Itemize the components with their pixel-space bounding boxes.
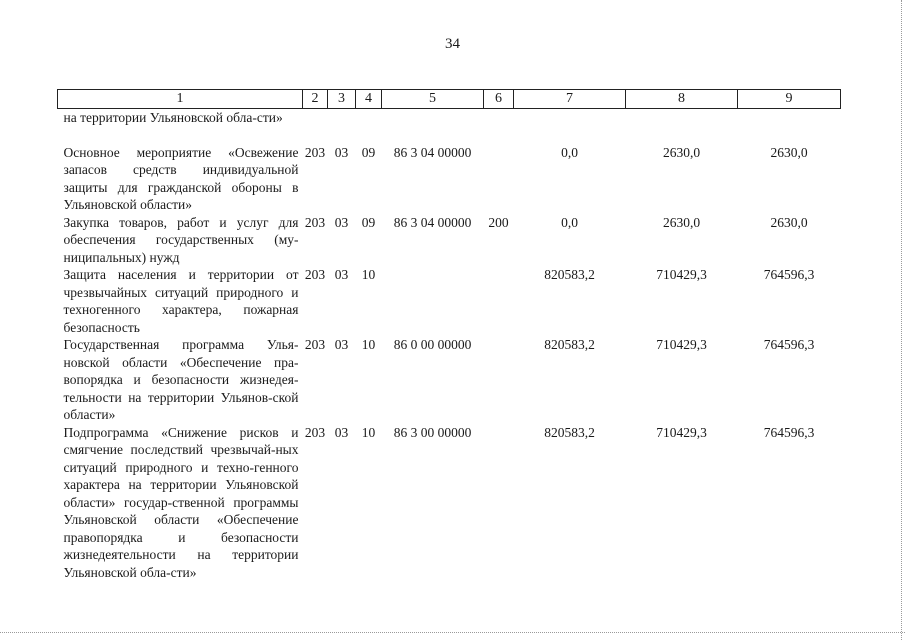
- row-c4: 09: [361, 214, 376, 230]
- row-c2: 203: [304, 424, 326, 440]
- table-row: [58, 108, 841, 144]
- row-c2: 203: [304, 267, 326, 282]
- row-c6: 200: [488, 214, 509, 230]
- row-c9: [738, 108, 841, 144]
- row-c3: [328, 108, 356, 144]
- col-header-1: 1: [58, 90, 303, 109]
- row-c6: [484, 266, 514, 336]
- row-c3: 03: [334, 424, 349, 440]
- header-row: [58, 90, 841, 109]
- row-c8: [626, 108, 738, 144]
- row-c7: 820583,2: [544, 424, 595, 440]
- row-c4: [356, 108, 382, 144]
- row-c5: [382, 108, 484, 144]
- row-c7: 820583,2: [544, 267, 595, 282]
- table-row: [58, 144, 841, 214]
- row-c6: [484, 108, 514, 144]
- row-c8: 710429,3: [656, 267, 707, 282]
- page-right-edge: [900, 0, 902, 640]
- row-c3: 03: [334, 214, 349, 230]
- row-c8: 710429,3: [656, 337, 707, 352]
- row-c3: 03: [334, 337, 349, 352]
- row-c4: 10: [361, 337, 376, 352]
- row-c8: 2630,0: [662, 144, 701, 160]
- row-c9: 764596,3: [763, 424, 815, 440]
- page-bottom-edge: [0, 632, 905, 634]
- col-header-2: 2: [303, 90, 328, 109]
- row-c9: 2630,0: [770, 214, 808, 230]
- row-c3: 03: [334, 144, 349, 160]
- row-c2: 203: [304, 144, 326, 160]
- row-name: на территории Ульяновской обла-сти»: [63, 109, 283, 125]
- row-c5: 86 3 04 00000: [393, 214, 472, 230]
- row-name: Закупка товаров, работ и услуг для обеспечения государственных (му-ниципальных) нужд: [63, 214, 299, 265]
- row-c4: 09: [361, 144, 376, 160]
- row-c7: 820583,2: [544, 337, 595, 352]
- row-c8: 2630,0: [662, 214, 701, 230]
- table-row: [58, 214, 841, 267]
- budget-table: [57, 89, 841, 581]
- col-header-8: 8: [626, 90, 738, 109]
- col-header-7: 7: [514, 90, 626, 109]
- table-row: [58, 424, 841, 582]
- row-c9: 2630,0: [770, 144, 808, 160]
- row-c5: 86 3 00 00000: [393, 424, 472, 440]
- row-c6: [484, 144, 514, 214]
- row-name: Государственная программа Улья-новской области «Обеспечение пра-вопорядка и безопасности жизнедея-тельности на территории Ульянов-ской области»: [63, 337, 299, 422]
- col-header-9: 9: [738, 90, 841, 109]
- row-c2: 203: [304, 337, 326, 352]
- row-c5: [382, 266, 484, 336]
- row-c6: [484, 336, 514, 424]
- page-number: 34: [445, 36, 460, 52]
- table-row: [58, 336, 841, 424]
- row-c6: [484, 424, 514, 582]
- row-c7: 0,0: [561, 214, 578, 230]
- row-c4: 10: [361, 424, 376, 440]
- row-c5: 86 0 00 00000: [393, 337, 472, 352]
- row-name: Основное мероприятие «Освежение запасов средств индивидуальной защиты для гражданской обороны в Ульяновской области»: [63, 144, 299, 212]
- col-header-3: 3: [328, 90, 356, 109]
- row-c8: 710429,3: [656, 424, 707, 440]
- row-name: Подпрограмма «Снижение рисков и смягчение последствий чрезвычай-ных ситуаций природного и техно-генного характера на территории Ульяновской области» государ-ственной программы Ульяновской области «Обеспечение правопорядка и безопасности жизнедеятельности на территории Ульяновской обла-сти»: [63, 424, 299, 580]
- row-c3: 03: [334, 267, 349, 282]
- row-c5: 86 3 04 00000: [393, 144, 472, 160]
- row-c7: 0,0: [561, 144, 578, 160]
- col-header-5: 5: [382, 90, 484, 109]
- row-c2: [303, 108, 328, 144]
- row-c2: 203: [304, 214, 326, 230]
- row-name: Защита населения и территории от чрезвычайных ситуаций природного и техногенного характера, пожарная безопасность: [63, 267, 299, 335]
- col-header-6: 6: [484, 90, 514, 109]
- row-c9: 764596,3: [763, 337, 815, 352]
- row-c7: [514, 108, 626, 144]
- row-c9: 764596,3: [763, 267, 815, 282]
- col-header-4: 4: [356, 90, 382, 109]
- table-row: [58, 266, 841, 336]
- row-c4: 10: [361, 267, 376, 282]
